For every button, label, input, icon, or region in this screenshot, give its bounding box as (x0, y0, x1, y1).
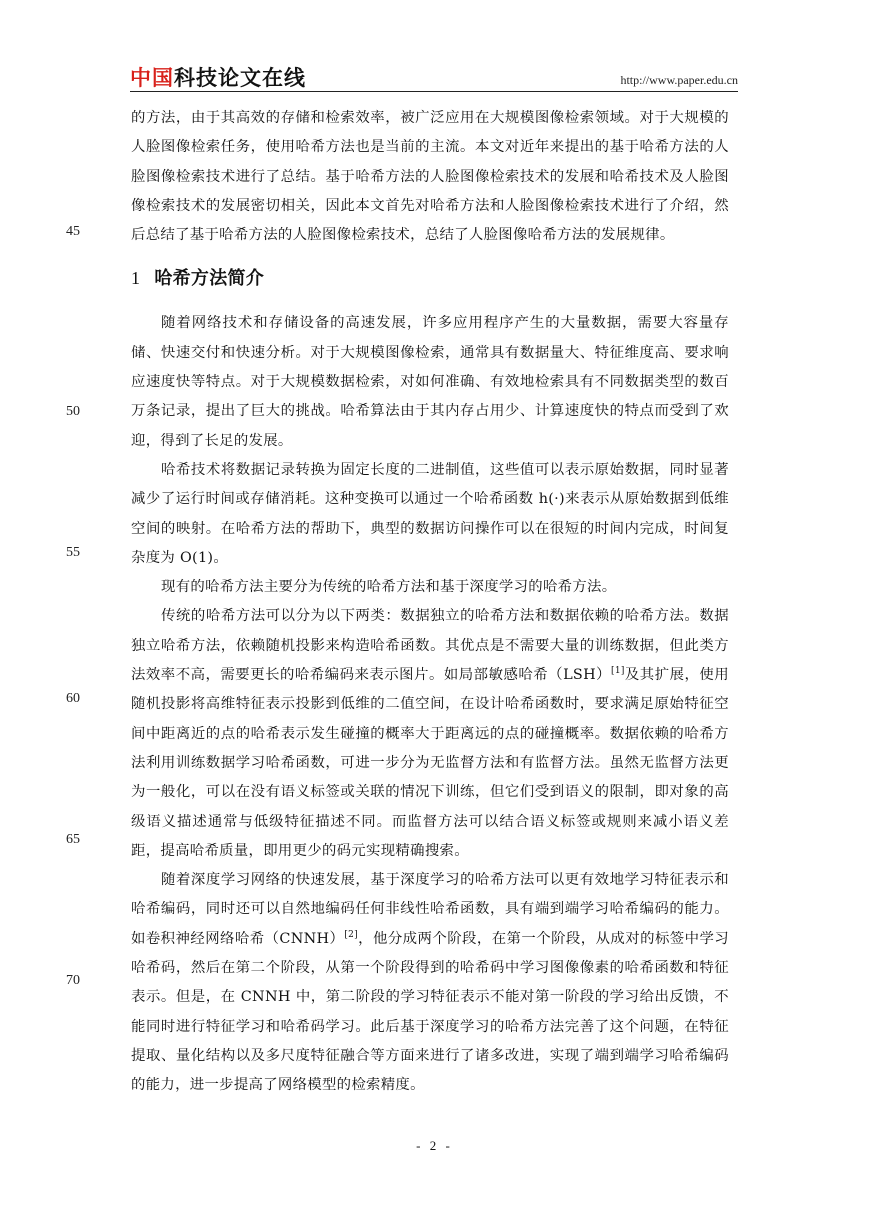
paragraph-1: 随着网络技术和存储设备的高速发展，许多应用程序产生的大量数据，需要大容量存储、快速交付和快速分析。对于大规模图像检索，通常具有数据量大、特征维度高、要求响应速度快等特点。对于大规模数据检索，对如何准确、有效地检索具有不同数据类型的数百万条记录，提出了巨大的挑战。哈希算法由于其内存占用少、计算速度快的特点而受到了欢迎，得到了长足的发展。 (131, 315, 729, 449)
line-number: 50 (66, 404, 80, 419)
header-rule (130, 91, 738, 92)
paragraph-4-text-b: 及其扩展，使用随机投影将高维特征表示投影到低维的二值空间，在设计哈希函数时，要求满足原始特征空间中距离近的点的哈希表示发生碰撞的概率大于距离远的点的碰撞概率。数据依赖的哈希方法利用训练数据学习哈希函数，可进一步分为无监督方法和有监督方法。虽然无监督方法更为一般化，可以在没有语义标签或关联的情况下训练，但它们受到语义的限制，即对象的高级语义描述通常与低级特征描述不同。而监督方法可以结合语义标签或规则来减小语义差距，提高哈希质量，即用更少的码元实现精确搜索。 (131, 667, 729, 859)
paragraph-2: 哈希技术将数据记录转换为固定长度的二进制值，这些值可以表示原始数据，同时显著减少了运行时间或存储消耗。这种变换可以通过一个哈希函数 h(·)来表示从原始数据到低维空间的映射。在哈希方法的帮助下，典型的数据访问操作可以在很短的时间内完成，时间复杂度为 O(1)。 (131, 461, 729, 566)
line-number: 65 (66, 832, 80, 847)
citation-2[interactable]: [2] (344, 929, 358, 940)
logo-black-text: 科技论文在线 (174, 66, 306, 90)
line-number: 55 (66, 545, 80, 560)
citation-1[interactable]: [1] (611, 666, 625, 677)
page-number: - 2 - (416, 1138, 453, 1153)
paragraph-3: 现有的哈希方法主要分为传统的哈希方法和基于深度学习的哈希方法。 (161, 579, 617, 596)
paragraph-4 (131, 602, 729, 866)
line-number: 60 (66, 691, 80, 706)
paragraph-5-text-a: 随着深度学习网络的快速发展，基于深度学习的哈希方法可以更有效地学习特征表示和哈希编码，同时还可以自然地编码任何非线性哈希函数，具有端到端学习哈希编码的能力。如卷积神经网络哈希（CNNH） (131, 872, 729, 947)
paper-body (131, 104, 729, 1101)
logo-red-text: 中国 (130, 66, 174, 90)
header-url[interactable]: http://www.paper.edu.cn (620, 73, 738, 87)
section-heading (131, 250, 729, 309)
paragraph-5-text-b: ，他分成两个阶段，在第一个阶段，从成对的标签中学习哈希码，然后在第二个阶段，从第一个阶段得到的哈希码中学习图像像素的哈希函数和特征表示。但是，在 CNNH 中，第二阶段的学习特征表示不能对第一阶段的学习给出反馈，不能同时进行特征学习和哈希码学习。此后基于深度学习的哈希方法完善了这个问题，在特征提取、量化结构以及多尺度特征融合等方面来进行了诸多改进，实现了端到端学习哈希编码的能力，进一步提高了网络模型的检索精度。 (131, 930, 729, 1094)
site-logo (130, 66, 306, 90)
section-title: 哈希方法简介 (154, 268, 265, 290)
section-number: 1 (131, 268, 141, 289)
page-header (130, 66, 738, 92)
line-number: 70 (66, 973, 80, 988)
intro-paragraph: 的方法，由于其高效的存储和检索效率，被广泛应用在大规模图像检索领域。对于大规模的人脸图像检索任务，使用哈希方法也是当前的主流。本文对近年来提出的基于哈希方法的人脸图像检索技术进行了总结。基于哈希方法的人脸图像检索技术的发展和哈希技术及人脸图像检索技术的发展密切相关，因此本文首先对哈希方法和人脸图像检索技术进行了介绍，然后总结了基于哈希方法的人脸图像检索技术，总结了人脸图像哈希方法的发展规律。 (131, 110, 729, 244)
paragraph-4-text-a: 传统的哈希方法可以分为以下两类：数据独立的哈希方法和数据依赖的哈希方法。数据独立哈希方法，依赖随机投影来构造哈希函数。其优点是不需要大量的训练数据，但此类方法效率不高，需要更长的哈希编码来表示图片。如局部敏感哈希（LSH） (131, 608, 729, 684)
line-number: 45 (66, 224, 80, 239)
paragraph-5 (131, 866, 729, 1100)
